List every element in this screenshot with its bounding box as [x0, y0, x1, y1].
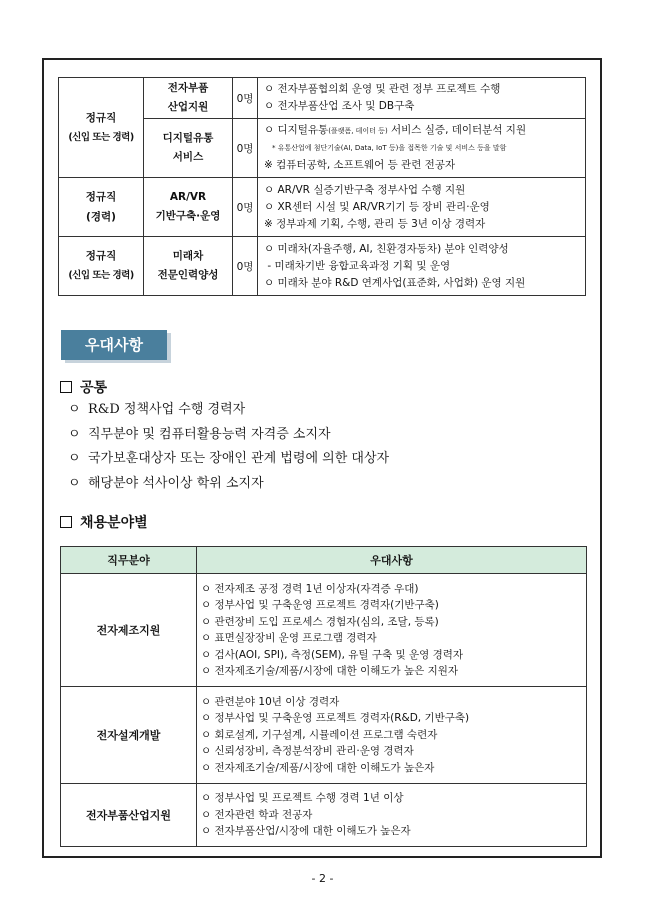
pref-line: ㅇ 전자제조기술/제품/시장에 대한 이해도가 높은자	[201, 761, 435, 774]
pref-line: ㅇ 신뢰성장비, 측정분석장비 관리·운영 경력자	[201, 745, 414, 758]
list-text: 해당분야 석사이상 학위 소지자	[88, 476, 264, 492]
field-line: 산업지원	[167, 101, 209, 113]
field-line: AR/VR	[169, 191, 207, 203]
employment-type	[59, 178, 144, 237]
by-field-heading	[60, 512, 148, 532]
headcount: 0명	[233, 178, 258, 237]
duty-line: ㅇ AR/VR 실증기반구축 정부사업 수행 지원	[264, 183, 466, 196]
pref-line: ㅇ 회로설계, 기구설계, 시뮬레이션 프로그램 숙련자	[201, 728, 438, 741]
pref-cell	[197, 784, 587, 847]
checkbox-icon	[60, 516, 72, 528]
employment-type	[59, 78, 144, 178]
bullet-icon: ㅇ	[68, 402, 81, 417]
table-header	[61, 547, 587, 574]
duty-text: 서비스 실증, 데이터분석 지원	[387, 124, 527, 136]
type-label: 정규직	[85, 191, 117, 203]
field-line: 미래차	[172, 250, 204, 262]
duty-line: ※ 컴퓨터공학, 소프트웨어 등 관련 전공자	[264, 159, 456, 171]
heading-text: 공통	[80, 380, 108, 396]
table-row	[61, 687, 587, 784]
duty-line: ㅇ 전자부품협의회 운영 및 관련 정부 프로젝트 수행	[264, 83, 501, 95]
field-name: 전자부품산업지원	[61, 784, 197, 847]
page-number: - 2 -	[311, 872, 334, 885]
bullet-icon: ㅇ	[68, 476, 81, 492]
pref-line: ㅇ 전자제조 공정 경력 1년 이상자(자격증 우대)	[201, 582, 419, 595]
list-text: 국가보훈대상자 또는 장애인 관계 법령에 의한 대상자	[88, 451, 390, 467]
duty-line	[264, 122, 581, 140]
duty-line: - 미래차기반 융합교육과정 기획 및 운영	[264, 259, 451, 272]
preference-table	[60, 546, 587, 847]
list-text: 직무분야 및 컴퓨터활용능력 자격증 소지자	[88, 426, 331, 442]
field-name: 전자제조지원	[61, 574, 197, 687]
duty-cell	[258, 119, 586, 178]
heading-text: 채용분야별	[80, 515, 148, 531]
pref-line: ㅇ 정부사업 및 구축운영 프로젝트 경력자(R&D, 기반구축)	[201, 712, 470, 725]
list-item	[68, 423, 389, 448]
duty-line: ㅇ XR센터 시설 및 AR/VR기기 등 장비 관리·운영	[264, 200, 490, 213]
table-row	[59, 237, 586, 296]
common-heading	[60, 377, 107, 397]
duty-cell	[258, 178, 586, 237]
pref-cell	[197, 687, 587, 784]
column-header: 우대사항	[197, 547, 587, 574]
duty-line: ㅇ 전자부품산업 조사 및 DB구축	[264, 100, 415, 112]
duty-line: ㅇ 미래차(자율주행, AI, 친환경자동차) 분야 인력양성	[264, 242, 509, 255]
bullet-icon: ㅇ	[68, 426, 81, 442]
pref-cell	[197, 574, 587, 687]
column-header: 직무분야	[61, 547, 197, 574]
headcount: 0명	[233, 237, 258, 296]
headcount: 0명	[233, 119, 258, 178]
field-cell	[144, 237, 233, 296]
table-row	[61, 574, 587, 687]
field-cell	[144, 119, 233, 178]
field-line: 기반구축·운영	[155, 210, 221, 222]
field-line: 디지털유통	[162, 132, 214, 144]
pref-line: ㅇ 정부사업 및 프로젝트 수행 경력 1년 이상	[201, 792, 404, 805]
pref-line: ㅇ 전자관련 학과 전공자	[201, 808, 313, 821]
headcount: 0명	[233, 78, 258, 119]
duty-line: ※ 정부과제 기획, 수행, 관리 등 3년 이상 경력자	[264, 217, 486, 230]
duty-text: ㅇ 디지털유통	[264, 124, 329, 136]
type-sub: (경력)	[86, 211, 116, 223]
pref-line: ㅇ 관련분야 10년 이상 경력자	[201, 695, 340, 708]
table-row	[59, 78, 586, 119]
pref-line: ㅇ 전자제조기술/제품/시장에 대한 이해도가 높은 지원자	[201, 665, 459, 677]
common-list	[68, 398, 389, 497]
type-label: 정규직	[85, 250, 117, 262]
table-row	[59, 178, 586, 237]
field-cell	[144, 78, 233, 119]
list-item	[68, 398, 389, 423]
pref-line: ㅇ 검사(AOI, SPI), 측정(SEM), 유틸 구축 및 운영 경력자	[201, 648, 464, 661]
section-title: 우대사항	[61, 330, 167, 360]
field-cell	[144, 178, 233, 237]
type-sub: (신입 또는 경력)	[68, 270, 134, 281]
list-item	[68, 472, 389, 497]
list-text: R&D 정책사업 수행 경력자	[88, 402, 246, 417]
table-row	[61, 784, 587, 847]
duty-note: * 유통산업에 첨단기술(AI, Data, IoT 등)을 접목한 기술 및 서비스 등을 말함	[272, 144, 507, 152]
checkbox-icon	[60, 381, 72, 393]
employment-type	[59, 237, 144, 296]
field-line: 전문인력양성	[157, 269, 219, 281]
field-line: 전자부품	[167, 82, 209, 94]
duty-small: (플랫폼, 데이터 등)	[328, 127, 388, 135]
field-name: 전자설계개발	[61, 687, 197, 784]
bullet-icon: ㅇ	[68, 451, 81, 467]
duty-cell	[258, 78, 586, 119]
roles-table	[58, 77, 586, 296]
pref-line: ㅇ 정부사업 및 구축운영 프로젝트 경력자(기반구축)	[201, 599, 439, 611]
type-label: 정규직	[85, 111, 117, 124]
pref-line: ㅇ 표면실장장비 운영 프로그램 경력자	[201, 632, 377, 644]
list-item	[68, 447, 389, 472]
duty-line: ㅇ 미래차 분야 R&D 연계사업(표준화, 사업화) 운영 지원	[264, 276, 526, 289]
type-sub: (신입 또는 경력)	[68, 131, 134, 143]
field-line: 서비스	[172, 151, 204, 163]
duty-cell	[258, 237, 586, 296]
pref-line: ㅇ 관련장비 도입 프로세스 경험자(심의, 조달, 등록)	[201, 615, 439, 628]
pref-line: ㅇ 전자부품산업/시장에 대한 이해도가 높은자	[201, 825, 411, 838]
